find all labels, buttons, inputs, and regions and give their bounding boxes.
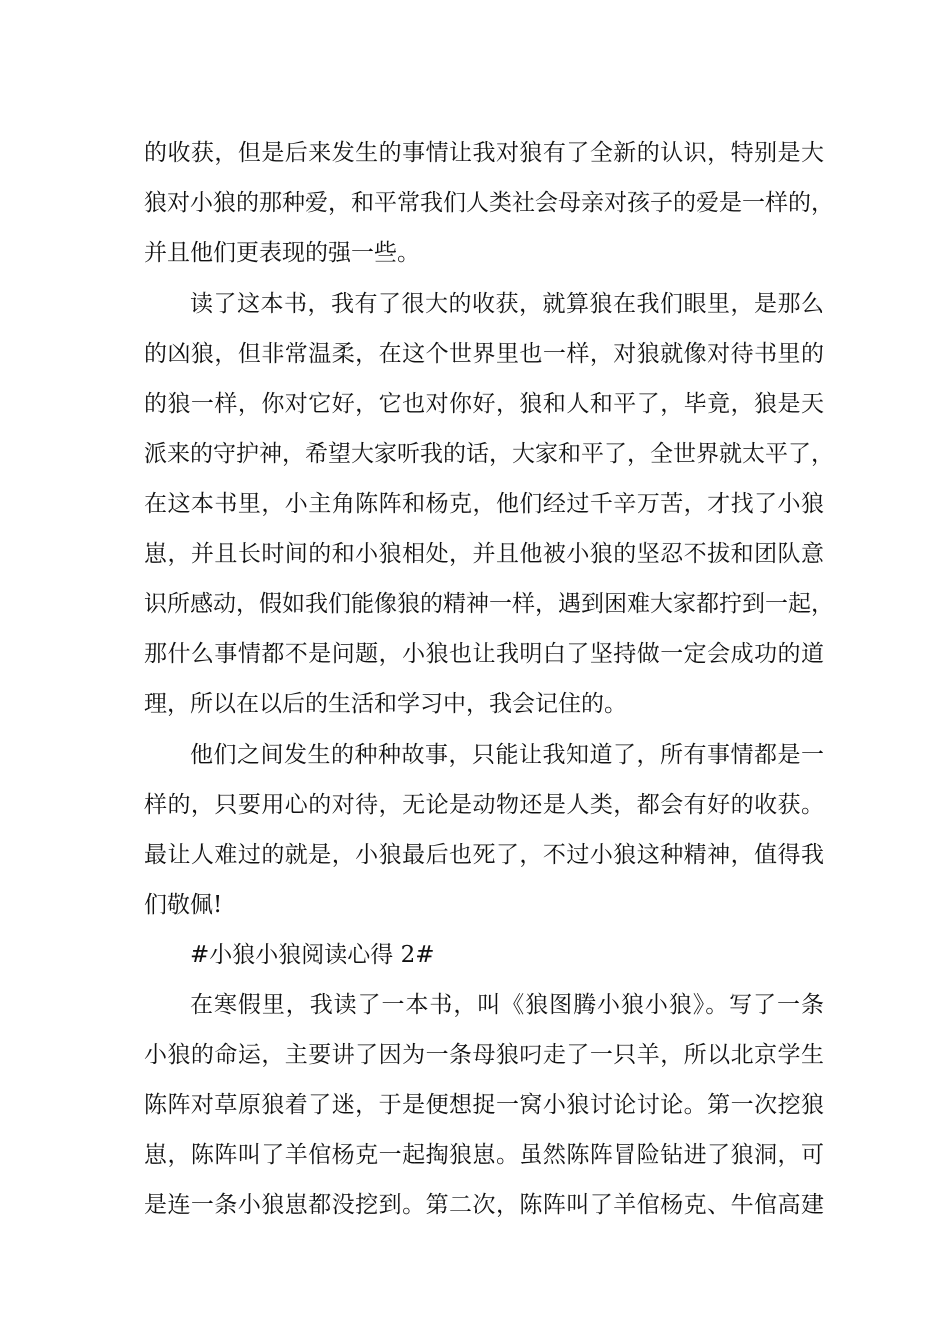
text-line: 识所感动，假如我们能像狼的精神一样，遇到困难大家都拧到一起， <box>144 591 834 617</box>
text-line: 的狼一样，你对它好，它也对你好，狼和人和平了，毕竟，狼是天 <box>144 391 824 417</box>
paragraph-first-line: 在寒假里，我读了一本书，叫《狼图腾小狼小狼》。写了一条 <box>190 992 824 1018</box>
paragraph-first-line: 读了这本书，我有了很大的收获，就算狼在我们眼里，是那么 <box>190 291 824 317</box>
text-line: 陈阵对草原狼着了迷，于是便想捉一窝小狼讨论讨论。第一次挖狼 <box>144 1092 824 1118</box>
text-line: 派来的守护神，希望大家听我的话，大家和平了，全世界就太平了， <box>144 441 834 467</box>
text-line: 崽，并且长时间的和小狼相处，并且他被小狼的坚忍不拔和团队意 <box>144 541 824 567</box>
text-line: 并且他们更表现的强一些。 <box>144 240 420 266</box>
text-line: 的收获，但是后来发生的事情让我对狼有了全新的认识，特别是大 <box>144 140 824 166</box>
text-line: 那什么事情都不是问题，小狼也让我明白了坚持做一定会成功的道 <box>144 641 824 667</box>
text-line: 是连一条小狼崽都没挖到。第二次，陈阵叫了羊倌杨克、牛倌高建 <box>144 1192 824 1218</box>
text-line: 最让人难过的就是，小狼最后也死了，不过小狼这种精神，值得我 <box>144 842 824 868</box>
text-line: 在这本书里，小主角陈阵和杨克，他们经过千辛万苦，才找了小狼 <box>144 491 824 517</box>
text-line: 小狼的命运，主要讲了因为一条母狼叼走了一只羊，所以北京学生 <box>144 1042 824 1068</box>
text-line: 样的，只要用心的对待，无论是动物还是人类，都会有好的收获。 <box>144 792 824 818</box>
paragraph-first-line: 他们之间发生的种种故事，只能让我知道了，所有事情都是一 <box>190 742 824 768</box>
text-line: 崽，陈阵叫了羊倌杨克一起掏狼崽。虽然陈阵冒险钻进了狼洞，可 <box>144 1142 824 1168</box>
text-line: 们敬佩! <box>144 892 223 918</box>
section-heading: #小狼小狼阅读心得 2# <box>190 942 435 968</box>
text-line: 狼对小狼的那种爱，和平常我们人类社会母亲对孩子的爱是一样的， <box>144 190 834 216</box>
text-line: 理，所以在以后的生活和学习中，我会记住的。 <box>144 691 627 717</box>
text-line: 的凶狼，但非常温柔，在这个世界里也一样，对狼就像对待书里的 <box>144 341 824 367</box>
